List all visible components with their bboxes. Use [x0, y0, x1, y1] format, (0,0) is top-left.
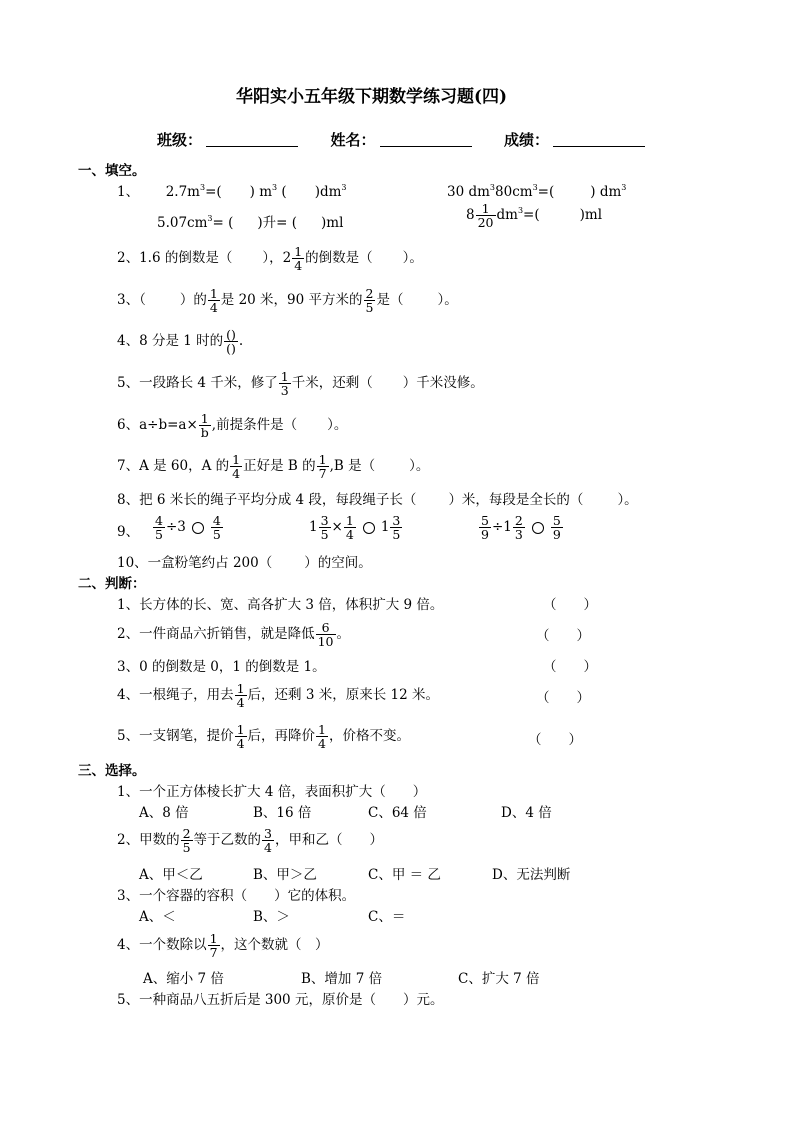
s1-q1-b-text2: 80cm	[495, 184, 533, 200]
s3-q2-text-a: 2、甲数的	[117, 832, 180, 849]
s1-q2-denominator: 4	[294, 258, 303, 274]
s1-q7-text-d: ）。	[409, 458, 430, 475]
section-1-heading: 一、填空。	[78, 163, 146, 179]
s1-q5-numerator: 1	[280, 369, 289, 384]
s1-q9-e1-n2: 4	[212, 513, 221, 528]
s3-q5-stem: 5、一种商品八五折后是 300 元，原价是（ ）元。	[117, 992, 444, 1008]
s2-item-4-text: 4、一根绳子，用去	[117, 687, 234, 704]
s1-q3-text-a: 3、（	[117, 292, 146, 309]
s1-q3-fraction-2	[364, 287, 376, 314]
s1-q5	[117, 370, 484, 397]
s1-q5-fraction	[279, 370, 291, 397]
s2-item-5	[117, 723, 410, 750]
s1-q8-text-c: ）。	[617, 492, 638, 508]
s3-q2-text-b: 等于乙数的	[193, 832, 262, 849]
s3-q4-text-a: 4、一个数除以	[117, 937, 207, 954]
s1-q1-line1	[117, 184, 347, 200]
s1-q7	[117, 453, 429, 480]
s3-q2-option-d[interactable]: D、无法判断	[492, 867, 571, 883]
s2-item-5-denominator-2: 4	[318, 736, 326, 752]
s1-q9-e2-frac-3	[390, 514, 402, 541]
s1-q9-e2-op: ×	[331, 519, 343, 536]
s2-item-4-fraction	[235, 682, 247, 709]
s1-q9-e2-d3: 5	[392, 527, 401, 543]
s1-q2-fraction	[292, 245, 304, 272]
s1-q5-text-c: ）千米没修。	[402, 375, 484, 392]
s1-q9-e2-compare-circle[interactable]	[363, 522, 375, 534]
s1-q1-a-sup: 3	[199, 183, 206, 192]
s2-item-3	[117, 661, 326, 675]
s3-q2-denominator-1: 5	[182, 840, 191, 856]
s1-q8-text-a: 8、把 6 米长的绳子平均分成 4 段，每段绳子长（	[117, 492, 417, 508]
s3-q4-option-b[interactable]: B、增加 7 倍	[301, 971, 383, 987]
s1-q9-e2-frac-1	[319, 514, 331, 541]
s2-item-1-text: 1、长方体的长、宽、高各扩大 3 倍，体积扩大 9 倍。	[117, 597, 444, 613]
s1-q1-d-end: )ml	[579, 207, 603, 224]
s1-q1-line2	[157, 215, 343, 231]
s1-q3-text-e: ）。	[437, 292, 458, 309]
s1-q1-d-whole: 8	[466, 207, 475, 224]
s3-q2-numerator-1: 2	[182, 826, 191, 841]
s2-item-2-numerator: 6	[321, 620, 330, 635]
s2-item-5-tail: ，价格不变。	[329, 728, 410, 745]
s1-q9-e3-frac-2	[513, 514, 525, 541]
s1-q1-num: 1、	[117, 184, 140, 200]
s1-q9-e1-compare-circle[interactable]	[192, 522, 204, 534]
s1-q9-e3-op: ÷1	[491, 519, 512, 536]
s2-item-2	[117, 621, 350, 648]
s3-q2-option-a[interactable]: A、甲＜乙	[139, 867, 203, 883]
s1-q3-denominator-1: 4	[209, 300, 218, 316]
s1-q6-fraction	[199, 412, 211, 439]
s3-q4-fraction	[208, 932, 220, 959]
s3-q2-option-b[interactable]: B、甲＞乙	[253, 867, 317, 883]
s1-q4-text-a: 4、8 分是 1 时的	[117, 333, 224, 350]
s1-q8-text-b: ）米，每段是全长的（	[448, 492, 584, 508]
s1-q3	[117, 287, 458, 314]
s1-q9-e2-w1: 1	[309, 519, 318, 536]
s1-q2	[117, 245, 423, 272]
s1-q9-e2-w3: 1	[380, 519, 390, 536]
s1-q9-e2-d2: 4	[345, 527, 354, 543]
s1-q9-e1-frac-2	[211, 514, 223, 541]
s3-q3-option-c[interactable]: C、＝	[368, 909, 406, 925]
s2-item-3-answer[interactable]: （ ）	[543, 659, 597, 675]
class-label: 班级：	[157, 131, 203, 149]
s1-q6-text-a: 6、a÷b=a×	[117, 417, 198, 434]
s1-q1-a-open2: (	[277, 184, 287, 200]
s2-item-1	[117, 599, 443, 613]
s1-q6	[117, 412, 347, 439]
s2-item-4-numerator: 1	[236, 681, 245, 696]
s1-q9-e1-n1: 4	[155, 513, 163, 528]
s1-q1-c-open: = (	[212, 215, 234, 231]
s1-q10-text-a: 10、一盒粉笔约占 200（	[117, 555, 273, 571]
s1-q1-d-unit: dm	[496, 207, 518, 224]
s2-item-2-denominator: 10	[317, 634, 334, 650]
s3-q4-numerator: 1	[209, 931, 218, 946]
s1-q1-c-mid: )升= (	[257, 215, 298, 231]
s1-q9-expr-1	[152, 514, 224, 541]
s2-item-2-text: 2、一件商品六折销售，就是降低	[117, 626, 315, 643]
s3-q2-option-c[interactable]: C、甲 ＝ 乙	[368, 867, 441, 883]
s1-q1-b-sup: 3	[489, 183, 496, 192]
s1-q7-text-b: 正好是 B 的	[243, 458, 316, 475]
s2-item-1-answer[interactable]: （ ）	[543, 597, 597, 613]
s3-q1-option-c[interactable]: C、64 倍	[368, 805, 427, 821]
s3-q1-option-a[interactable]: A、8 倍	[139, 805, 189, 821]
s1-q1-d-fraction	[476, 202, 496, 229]
s1-q1-a-close: )	[249, 184, 255, 200]
s1-q7-numerator-1: 1	[232, 452, 241, 467]
s1-q9-e3-n3: 5	[552, 513, 561, 528]
s1-q10-text-b: ）的空间。	[304, 555, 372, 571]
section-3-heading: 三、选择。	[78, 763, 146, 779]
s1-q9-e1-op: ÷3	[165, 519, 186, 536]
s1-q2-numerator: 1	[294, 244, 303, 259]
s1-q1-d-open: =(	[523, 207, 540, 224]
s1-q9-e2-n2: 1	[345, 513, 354, 528]
s1-q9-expr-3	[478, 514, 564, 541]
s1-q4	[117, 328, 243, 355]
score-field[interactable]	[553, 132, 645, 147]
s1-q1-d-sup: 3	[517, 206, 524, 216]
s1-q3-numerator-1: 1	[209, 286, 218, 301]
s1-q9-e3-n2: 2	[514, 513, 523, 528]
s2-item-5-text: 5、一支钢笔，提价	[117, 728, 234, 745]
s2-item-4-denominator: 4	[236, 695, 245, 711]
s1-q3-text-d: 是（	[376, 292, 404, 309]
s2-item-5-numerator-2: 1	[318, 722, 326, 737]
s1-q6-text-b: ,前提条件是（	[211, 417, 298, 434]
s1-q1-line1b	[447, 184, 626, 200]
s2-item-4-tail: 后，还剩 3 米，原来长 12 米。	[247, 687, 439, 704]
s1-q9-expr-2	[309, 514, 403, 541]
s1-q9-number: 9、	[117, 524, 140, 540]
s2-item-4-answer[interactable]: （ ）	[536, 690, 590, 706]
s1-q7-denominator-1: 4	[232, 466, 241, 482]
s3-q4-stem	[117, 932, 329, 959]
s1-q1-d-denominator: 20	[477, 215, 494, 231]
s1-q1-a-unit2: )dm	[314, 184, 342, 200]
class-field[interactable]	[206, 132, 298, 147]
s1-q7-text-a: 7、A 是 60，A 的	[117, 458, 230, 475]
s3-q4-option-a[interactable]: A、缩小 7 倍	[143, 971, 224, 987]
s3-q4-denominator: 7	[209, 945, 218, 961]
s1-q9-e2-d1: 5	[320, 527, 329, 543]
s1-q9-e3-d1: 9	[481, 527, 489, 543]
s1-q2-text-d: ）。	[402, 250, 423, 267]
s1-q1-a-sup3: 3	[341, 183, 347, 192]
s1-q1-c-text: 5.07cm	[157, 215, 208, 231]
s1-q1-a-sup2: 3	[272, 183, 278, 192]
s1-q1-b-sup3: 3	[621, 183, 627, 192]
s1-q1-c-end: )ml	[321, 215, 344, 231]
s2-item-2-fraction	[316, 621, 336, 648]
s3-q4-option-c[interactable]: C、扩大 7 倍	[458, 971, 540, 987]
s1-q4-numerator: ()	[226, 327, 236, 342]
page-title: 华阳实小五年级下期数学练习题(四)	[236, 87, 508, 107]
s1-q1-b-unit: dm	[595, 184, 622, 200]
s1-q7-denominator-2: 7	[318, 466, 327, 482]
s1-q2-text-a: 2、1.6 的倒数是（	[117, 250, 233, 267]
s3-q2-text-c: ，甲和乙（ ）	[275, 832, 383, 849]
s2-item-2-answer[interactable]: （ ）	[536, 628, 590, 644]
s2-item-2-tail: 。	[336, 626, 350, 643]
s1-q3-denominator-2: 5	[365, 300, 374, 316]
s1-q5-text-b: 千米，还剩（	[291, 375, 373, 392]
s1-q1-a-text: 2.7m	[165, 184, 200, 200]
score-label: 成绩：	[503, 131, 549, 149]
s1-q9-e2-frac-2	[344, 514, 356, 541]
s2-item-5-denominator-1: 4	[236, 736, 245, 752]
s2-item-5-answer[interactable]: （ ）	[528, 732, 582, 748]
s2-item-5-fraction-2	[316, 723, 328, 750]
s1-q5-text-a: 5、一段路长 4 千米，修了	[117, 375, 278, 392]
name-label: 姓名：	[330, 131, 376, 149]
s1-q7-fraction-2	[317, 453, 329, 480]
s1-q1-b-open: =(	[537, 184, 555, 200]
s1-q7-numerator-2: 1	[318, 452, 327, 467]
s1-q4-text-b: .	[238, 333, 244, 350]
s1-q6-text-c: ）。	[327, 417, 348, 434]
s1-q9-e2-n1: 3	[320, 513, 329, 528]
s1-q8	[117, 494, 638, 508]
s3-q2-fraction-2	[262, 827, 274, 854]
s1-q3-text-c: 是 20 米，90 平方米的	[220, 292, 363, 309]
s1-q2-text-b: ），2	[262, 250, 292, 267]
s1-q7-text-c: ,B 是（	[329, 458, 376, 475]
s1-q9-e3-d3: 9	[552, 527, 561, 543]
s1-q1-b-sup2: 3	[532, 183, 538, 192]
s2-item-5-fraction-1	[235, 723, 247, 750]
s1-q1-b-text: 30 dm	[447, 184, 490, 200]
s1-q2-text-c: 的倒数是（	[305, 250, 373, 267]
s1-q1-a-open: =(	[205, 184, 222, 200]
s1-q9-e3-compare-circle[interactable]	[532, 522, 544, 534]
student-info-row	[157, 132, 645, 148]
s1-q1-line2b	[466, 202, 602, 229]
s3-q2-stem	[117, 827, 383, 854]
s1-q9-e3-n1: 5	[481, 513, 489, 528]
s1-q3-text-b: ）的	[179, 292, 207, 309]
s1-q1-c-sup: 3	[207, 214, 213, 223]
s1-q10	[117, 557, 372, 571]
s3-q3-option-a[interactable]: A、＜	[139, 909, 176, 925]
s1-q1-d-numerator: 1	[481, 201, 490, 216]
s1-q1-a-unit: m	[254, 184, 273, 200]
s1-q4-fraction	[224, 328, 238, 355]
s1-q9-e1-d2: 5	[212, 527, 221, 543]
s3-q4-text-b: ，这个数就（ ）	[220, 937, 329, 954]
s3-q2-denominator-2: 4	[264, 840, 272, 856]
s3-q1-option-d[interactable]: D、4 倍	[501, 805, 552, 821]
s1-q3-numerator-2: 2	[365, 286, 374, 301]
section-2-heading: 二、判断：	[78, 576, 146, 592]
s1-q1-b-close: )	[590, 184, 596, 200]
s1-q3-fraction-1	[208, 287, 220, 314]
name-field[interactable]	[380, 132, 472, 147]
s1-q6-denominator: b	[200, 425, 209, 441]
s1-q9-e1-frac-1	[153, 514, 165, 541]
s1-q6-numerator: 1	[200, 411, 209, 426]
s3-q3-stem: 3、一个容器的容积（ ）它的体积。	[117, 888, 356, 904]
s3-q3-option-b[interactable]: B、＞	[253, 909, 290, 925]
s1-q4-denominator: ()	[226, 341, 236, 357]
s1-q9-e1-d1: 5	[155, 527, 163, 543]
s1-q9-e3-frac-3	[551, 514, 563, 541]
s2-item-5-numerator-1: 1	[236, 722, 245, 737]
s1-q7-fraction-1	[230, 453, 242, 480]
s3-q1-stem: 1、一个正方体棱长扩大 4 倍，表面积扩大（ ）	[117, 784, 427, 800]
s1-q9-e3-frac-1	[479, 514, 491, 541]
s1-q5-denominator: 3	[280, 383, 289, 399]
s2-item-4	[117, 682, 439, 709]
s2-item-5-mid: 后，再降价	[247, 728, 316, 745]
s1-q9-e3-d2: 3	[514, 527, 523, 543]
s3-q1-option-b[interactable]: B、16 倍	[253, 805, 312, 821]
s3-q2-numerator-2: 3	[264, 826, 272, 841]
s3-q2-fraction-1	[181, 827, 193, 854]
s1-q9-e2-n3: 3	[392, 513, 401, 528]
s2-item-3-text: 3、0 的倒数是 0，1 的倒数是 1。	[117, 659, 326, 675]
